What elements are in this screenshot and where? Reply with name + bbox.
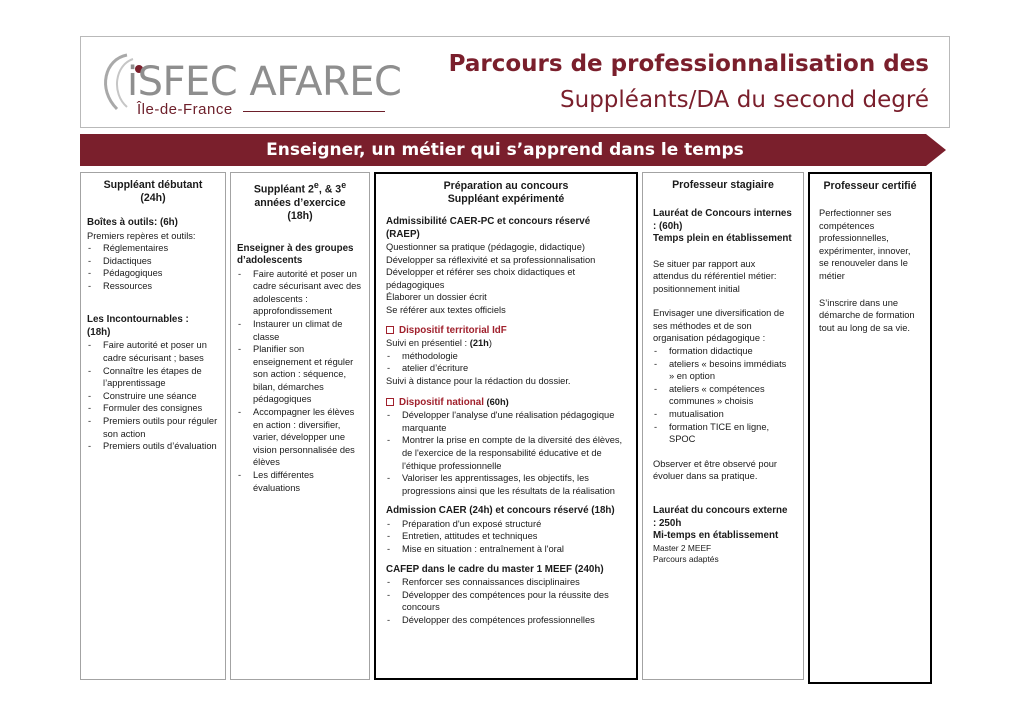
column-title: Professeur stagiaire [672, 179, 774, 191]
list-item: - Instaurer un climat de classe [237, 318, 363, 343]
logo-rule [243, 111, 385, 112]
column-subtitle: Suppléant expérimenté [447, 193, 565, 205]
column-heading [237, 179, 363, 223]
groupes-list [237, 268, 363, 495]
logo-text: iSFEC AFAREC [127, 59, 402, 105]
note-line: Master 2 MEEF [653, 542, 712, 553]
national-list [386, 409, 626, 497]
list-item: - Didactiques [87, 255, 219, 268]
cafep-list [386, 576, 626, 626]
note-line: Parcours adaptés [653, 553, 719, 564]
list-item: - Premiers outils pour réguler son action [87, 415, 219, 440]
list-item: - Réglementaires [87, 242, 219, 255]
section-title: Lauréat de Concours internes : (60h) [653, 208, 792, 232]
section-outro: Suivi à distance pour la rédaction du dossier. [386, 375, 571, 386]
list-item: - Les différentes évaluations [237, 469, 363, 494]
column-professeur-certifie [808, 172, 932, 684]
column-heading [386, 180, 626, 206]
list-item: - Développer des compétences pour la réussite des concours [386, 589, 626, 614]
paragraph: Se situer par rapport aux attendus du référentiel métier: positionnement initial [653, 258, 777, 294]
column-hours: (18h) [287, 209, 313, 222]
list-item: - formation didactique [653, 345, 793, 358]
paragraph: S’inscrire dans une démarche de formation tout au long de sa vie. [819, 297, 915, 333]
page-title-line2: Suppléants/DA du second degré [560, 87, 929, 113]
list-item: - Développer l'analyse d'une réalisation pédagogique marquante [386, 409, 626, 434]
section-title: CAFEP dans le cadre du master 1 MEEF (240h) [386, 563, 604, 575]
banner-arrow [80, 134, 946, 166]
paragraph: Observer et être observé pour évoluer dans sa pratique. [653, 458, 778, 482]
column-title: Préparation au concours [443, 180, 569, 192]
section-line: Développer et référer ses choix didactiques et pédagogiques [386, 267, 576, 290]
banner-text: Enseigner, un métier qui s’apprend dans le temps [266, 140, 744, 160]
list-item: - Valoriser les apprentissages, les objectifs, les progressions ainsi que les résultats de la réalisation [386, 472, 626, 497]
column-title: Suppléant débutant [103, 179, 203, 191]
section-line: Élaborer un dossier écrit [386, 292, 487, 303]
logo-subtext: Île-de-France [137, 101, 233, 118]
section-title: Boîtes à outils: (6h) [87, 217, 178, 228]
list-item: - Construire une séance [87, 390, 219, 403]
paragraph: Envisager une diversification de ses méthodes et de son organisation pédagogique : [653, 308, 785, 344]
section-title: Les Incontournables : [87, 314, 189, 326]
section-title-national: Dispositif national (60h) [386, 396, 626, 410]
territorial-list [386, 350, 626, 375]
checkbox-icon [386, 398, 394, 406]
list-item: - Accompagner les élèves en action : diversifier, varier, développer une vision personnalisée des élèves [237, 406, 363, 469]
list-item: - Ressources [87, 280, 219, 293]
section-line: Développer sa réflexivité et sa professionnalisation [386, 254, 596, 265]
section-title-territorial: Dispositif territorial IdF [386, 325, 626, 338]
list-item: - atelier d’écriture [386, 362, 626, 375]
section-intro: Premiers repères et outils: [87, 230, 196, 241]
list-item: - Préparation d'un exposé structuré [386, 518, 626, 531]
isfec-logo [93, 47, 423, 121]
section-title: Admission CAER (24h) et concours réservé (18h) [386, 505, 615, 517]
list-item: - Développer des compétences professionnelles [386, 614, 626, 627]
list-item: - Renforcer ses connaissances disciplinaires [386, 576, 626, 589]
list-item: - Pédagogiques [87, 267, 219, 280]
column-heading [87, 179, 219, 205]
section-hours: (18h) [87, 326, 111, 338]
checkbox-icon [386, 326, 394, 334]
diversification-list [653, 345, 793, 446]
section-title: Admissibilité CAER-PC et concours réservé (RAEP) [386, 216, 591, 240]
section-subtitle: Mi-temps en établissement [653, 530, 779, 541]
list-item: - Formuler des consignes [87, 402, 219, 415]
column-title: Suppléant 2e, & 3e [253, 180, 347, 196]
column-title-line2: années d’exercice [254, 196, 346, 209]
list-item: - Connaître les étapes de l’apprentissage [87, 365, 219, 390]
list-item: - Montrer la prise en compte de la diversité des élèves, de l'exercice de la responsabilité éducative et de l'éthique professionnelle [386, 434, 626, 472]
list-item: - formation TICE en ligne, SPOC [653, 421, 793, 446]
list-item: - Entretien, attitudes et techniques [386, 530, 626, 543]
section-line: Questionner sa pratique (pédagogie, didactique) [386, 242, 585, 252]
list-item: - Faire autorité et poser un cadre sécurisant avec des adolescents : approfondissement [237, 268, 363, 318]
section-subtitle: Temps plein en établissement [653, 233, 792, 244]
list-item: - méthodologie [386, 350, 626, 363]
page-title-line1: Parcours de professionnalisation des [448, 51, 929, 77]
admission-list [386, 518, 626, 556]
paragraph: Perfectionner ses compétences professionnelles, expérimenter, innover, se renouveler dans le métier [819, 208, 911, 281]
column-suppleant-2e-3e [230, 172, 370, 680]
incontournables-list [87, 339, 219, 452]
list-item: - ateliers « besoins immédiats » en option [653, 358, 793, 383]
column-title: Professeur certifié [823, 180, 917, 192]
section-intro: Suivi en présentiel : (21h) [386, 338, 492, 349]
column-preparation-concours [374, 172, 638, 680]
column-suppleant-debutant [80, 172, 226, 680]
list-item: - ateliers « compétences communes » choisis [653, 383, 793, 408]
list-item: - Mise en situation : entraînement à l'oral [386, 543, 626, 556]
list-item: - Faire autorité et poser un cadre sécurisant ; bases [87, 339, 219, 364]
column-hours: (24h) [140, 192, 166, 204]
header-box [80, 36, 950, 128]
section-title: Enseigner à des groupes d’adolescents [237, 242, 354, 267]
list-item: - mutualisation [653, 408, 793, 421]
toolbox-list [87, 242, 219, 292]
column-professeur-stagiaire [642, 172, 804, 680]
section-title: Lauréat du concours externe : 250h [653, 505, 788, 529]
list-item: - Premiers outils d’évaluation [87, 440, 219, 453]
section-line: Se référer aux textes officiels [386, 304, 506, 315]
list-item: - Planifier son enseignement et réguler son action : séquence, bilan, démarches pédagogiques [237, 343, 363, 406]
